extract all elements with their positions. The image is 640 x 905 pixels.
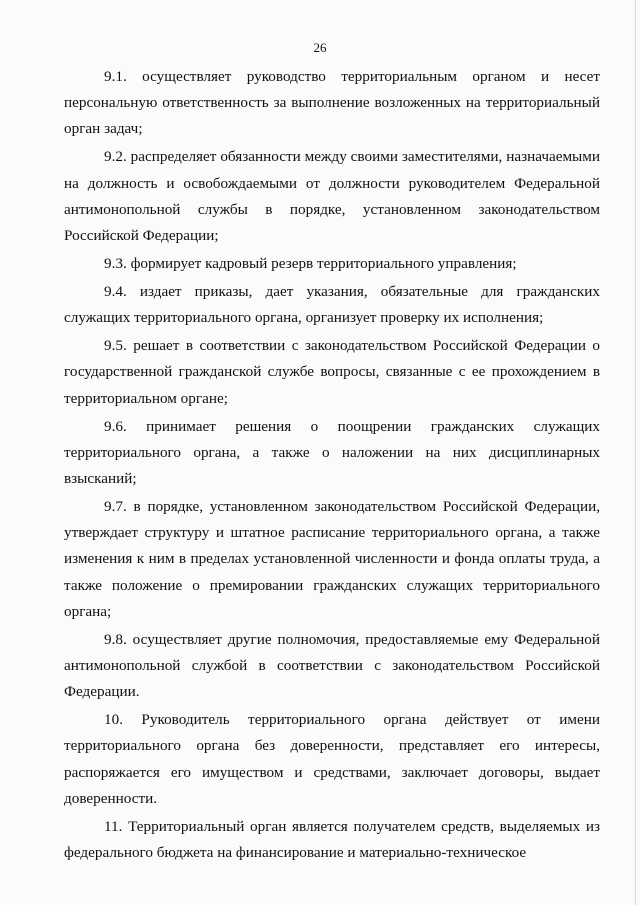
paragraph-9-7: 9.7. в порядке, установленном законодательством Российской Федерации, утверждает структуру и штатное расписание территориального органа, а также изменения к ним в пределах установленной численности и фонда оплаты труда, а также положение о премировании гражданских служащих территориального органа; <box>64 498 600 620</box>
paragraph-9-5: 9.5. решает в соответствии с законодательством Российской Федерации о государственной гражданской службе вопросы, связанные с ее прохождением в территориальном органе; <box>64 337 600 407</box>
paragraph-11: 11. Территориальный орган является получателем средств, выделяемых из федерального бюджета на финансирование и материально-техническое <box>64 817 600 862</box>
paragraph-9-8: 9.8. осуществляет другие полномочия, предоставляемые ему Федеральной антимонопольной службой в соответствии с законодательством Российской Федерации. <box>64 630 600 701</box>
document-body <box>64 64 600 868</box>
page-number: 26 <box>313 40 327 55</box>
paragraph-9-3: 9.3. формирует кадровый резерв территориального управления; <box>104 255 517 273</box>
paragraph-9-1: 9.1. осуществляет руководство территориальным органом и несет персональную ответственность за выполнение возложенных на территориальный орган задач; <box>64 68 600 138</box>
paragraph-10: 10. Руководитель территориального органа действует от имени территориального органа без доверенности, представляет его интересы, распоряжается его имуществом и средствами, заключает договоры, выдает доверенности. <box>64 711 600 807</box>
paragraph-9-6: 9.6. принимает решения о поощрении гражданских служащих территориального органа, а также о наложении на них дисциплинарных взысканий; <box>64 417 600 488</box>
scan-edge-line <box>635 0 636 905</box>
paragraph-9-2: 9.2. распределяет обязанности между своими заместителями, назначаемыми на должность и освобождаемыми от должности руководителем Федеральной антимонопольной службы в порядке, установленном законодательством Российской Федерации; <box>64 148 600 245</box>
paragraph-9-4: 9.4. издает приказы, дает указания, обязательные для гражданских служащих территориального органа, организует проверку их исполнения; <box>64 283 600 327</box>
